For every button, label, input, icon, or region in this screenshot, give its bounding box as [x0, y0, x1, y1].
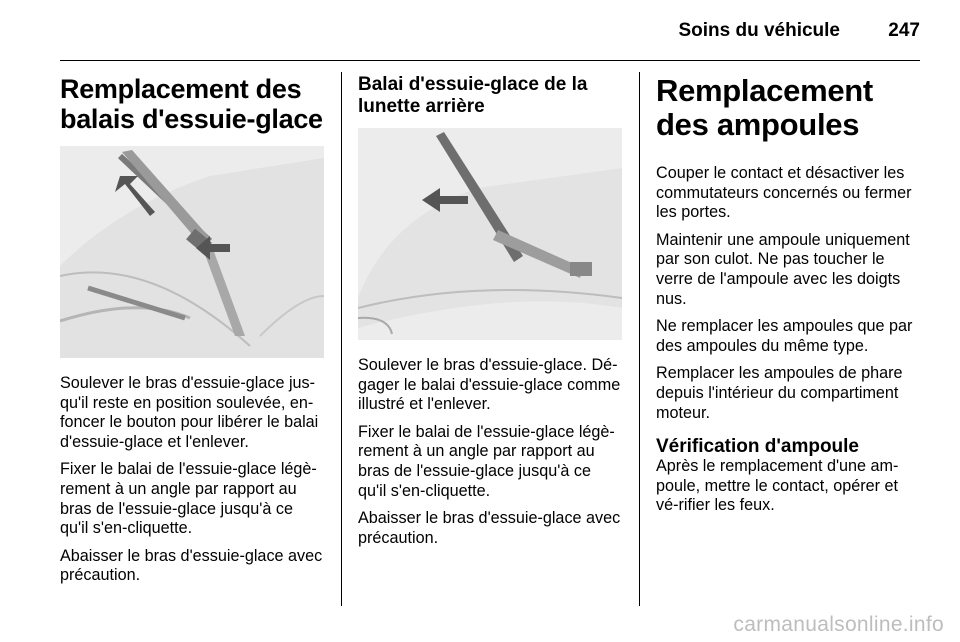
- heading-wiper-replacement: Remplacement des balais d'essuie-glace: [60, 74, 323, 134]
- page-number: 247: [888, 20, 920, 41]
- paragraph: Abaisser le bras d'essuie-glace avec précaution.: [60, 546, 323, 585]
- section-title: Soins du véhicule: [678, 20, 840, 41]
- page-header: [60, 0, 920, 61]
- column-divider: [639, 72, 640, 606]
- paragraph: Fixer le balai de l'essuie-glace légè-rement à un angle par rapport au bras de l'essuie-glace jusqu'à ce qu'il s'en-cliquette.: [60, 460, 317, 538]
- heading-rear-wiper: Balai d'essuie-glace de la lunette arrière: [358, 74, 588, 117]
- paragraph: Remplacer les ampoules de phare depuis l'intérieur du compartiment moteur.: [656, 364, 903, 422]
- heading-bulb-check: Vérification d'ampoule: [656, 436, 859, 458]
- paragraph: Soulever le bras d'essuie-glace. Dé-gager le balai d'essuie-glace comme illustré et l'enlever.: [358, 356, 621, 414]
- column-bulb-replacement: [656, 74, 922, 524]
- paragraph: Fixer le balai de l'essuie-glace légè-rement à un angle par rapport au bras de l'essuie-glace jusqu'à ce qu'il s'en-cliquette.: [358, 422, 615, 500]
- heading-bulb-replacement: Remplacement des ampoules: [656, 73, 873, 142]
- paragraph: Couper le contact et désactiver les commutateurs concernés ou fermer les portes.: [656, 164, 912, 222]
- rear-wiper-illustration: [358, 128, 622, 340]
- column-windscreen-wiper: [60, 74, 324, 594]
- paragraph: Maintenir une ampoule uniquement par son culot. Ne pas toucher le verre de l'ampoule avec les doigts nus.: [656, 230, 910, 308]
- column-divider: [341, 72, 342, 606]
- paragraph: Soulever le bras d'essuie-glace jus-qu'il reste en position soulevée, en-foncer le bouton pour libérer le balai d'essuie-glace et l'enlever.: [60, 374, 319, 451]
- column-rear-wiper: [358, 74, 622, 556]
- paragraph: Abaisser le bras d'essuie-glace avec précaution.: [358, 509, 621, 547]
- paragraph: Après le remplacement d'une am-poule, mettre le contact, opérer et vé-rifier les feux.: [656, 457, 899, 515]
- paragraph: Ne remplacer les ampoules que par des ampoules du même type.: [656, 317, 913, 355]
- watermark: carmanualsonline.info: [733, 613, 944, 636]
- front-wiper-illustration: [60, 146, 324, 358]
